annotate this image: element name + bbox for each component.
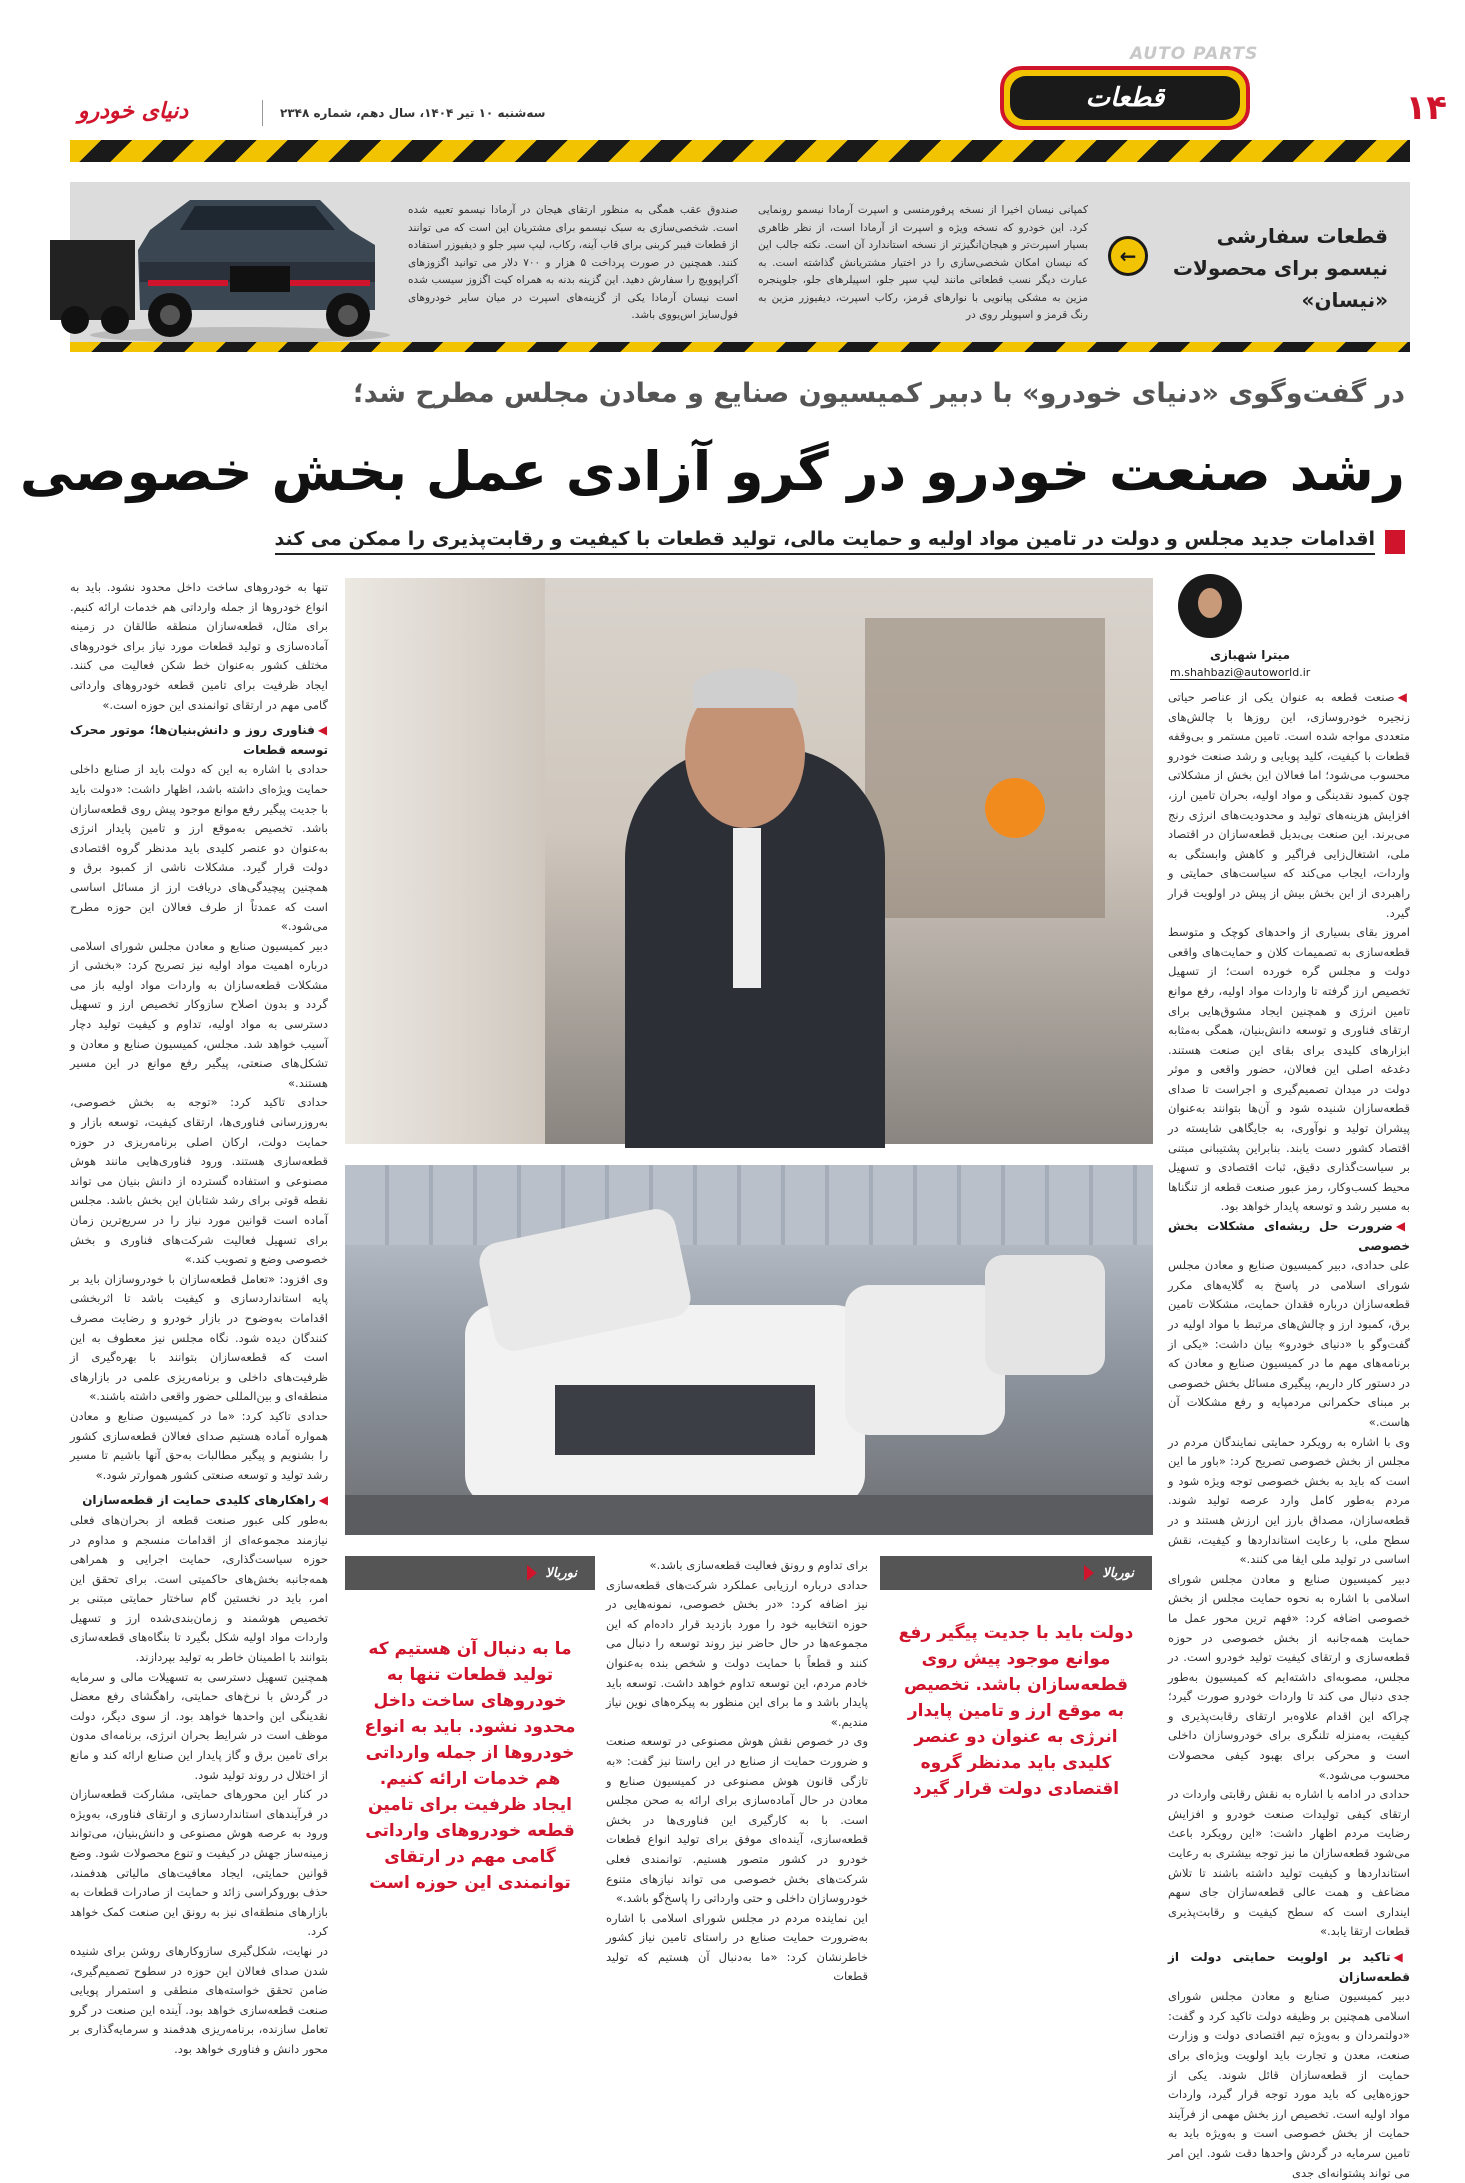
- paragraph: ◀صنعت قطعه به عنوان یکی از عناصر حیاتی زنجیره خودروسازی، این روزها با چالش‌های متعددی مواجه شده است. تامین مستمر و بی‌وقفه قطعات با کیفیت، کلید پویایی و رشد صنعت خودرو محسوب می‌شود؛ اما فعالان این بخش از مشکلاتی چون کمبود نقدینگی و مواد اولیه، بحران تامین ارز، افزایش هزینه‌های تولید و محدودیت‌های انرژی رنج می‌برند. این صنعت بی‌بدیل قطعه‌سازان در اقتصاد ملی، اشتغال‌زایی فراگیر و کاهش وابستگی به واردات، ایجاب می‌کند که سیاست‌های حمایتی و راهبردی از این بخش بیش از پیش در اولویت قرار گیرد.: [1168, 690, 1410, 920]
- paragraph: همچنین تسهیل دسترسی به تسهیلات مالی و سرمایه در گردش با نرخ‌های حمایتی، راهگشای رفع معضل نقدینگی این واحدها خواهد بود. از سوی دیگر، دولت موظف است در شرایط بحران انرژی، برنامه‌ای مدون برای تامین برق و گاز پایدار این صنایع ارائه کند و مانع از اختلال در روند تولید شود.: [70, 1669, 328, 1782]
- subheading: ◀ضرورت حل ریشه‌ای مشکلات بخش خصوصی: [1168, 1219, 1410, 1253]
- hazard-stripe-bottom: [70, 342, 1410, 352]
- article-column-middle: [606, 1556, 868, 2008]
- pull-quote-header: نوربالا: [345, 1556, 595, 1590]
- teaser-title: قطعات سفارشی نیسمو برای محصولات «نیسان»: [1172, 224, 1388, 312]
- paragraph: وی در خصوص نقش هوش مصنوعی در توسعه صنعت و ضرورت حمایت از صنایع در این راستا نیز گفت: «به تازگی قانون هوش مصنوعی در کمیسیون صنایع و معادن در حال آماده‌سازی برای ارائه به صحن مجلس است. با به کارگیری این فناوری‌ها در بخش قطعه‌سازی، آینده‌ای موفق برای تولید انواع قطعات خودرو در کشور متصور هستیم. توانمندی فعلی شرکت‌های بخش خصوصی می تواند نیازهای متنوع خودروسازان داخلی و حتی وارداتی را پاسخ‌گو باشد.»: [606, 1734, 868, 1906]
- teaser-text-1: کمپانی نیسان اخیرا از نسخه پرفورمنسی و اسپرت آرمادا نیسمو رونمایی کرد. این خودرو که نسخه ویژه و اسپرت از آرمادا است، از نظر ظاهری بسیار اسپرت‌تر و هیجان‌انگیزتر از نسخه استاندارد آن است. نکته جالب این که نیسان امکان شخصی‌سازی را در اختیار مشتریانش گذاشته است. به عبارت دیگر نسب قطعاتی مانند لیپ سپر جلو، اسپیلرهای جلو، جلوپنجره مزین به مشکی پیانویی با نوارهای قرمز، رکاب اسپرت، دیفیوزر مزین به رنگ قرمز و اسپویلر روی در: [758, 204, 1088, 321]
- paragraph: در کنار این محورهای حمایتی، مشارکت قطعه‌سازان در فرآیندهای استانداردسازی و ارتقای فناوری، به‌ویژه ورود به عرصه هوش مصنوعی و دانش‌بنیان، می‌تواند زمینه‌ساز جهش در کیفیت و تنوع محصولات شود. وضع قوانین حمایتی، ایجاد معافیت‌های مالیاتی هدفمند، حذف بوروکراسی زائد و حمایت از صادرات قطعات به بازارهای منطقه‌ای نیز به رونق این صنعت کمک خواهد کرد.: [70, 1787, 328, 1939]
- pull-quote-header: نوربالا: [880, 1556, 1152, 1590]
- subheading: ◀راهکارهای کلیدی حمایت از قطعه‌سازان: [82, 1493, 328, 1508]
- section-english-label: AUTO PARTS: [1130, 44, 1259, 64]
- author-name: میترا شهبازی: [1209, 648, 1290, 662]
- article-column-right: [1168, 688, 1410, 2180]
- article-lead: اقدامات جدید مجلس و دولت در تامین مواد اولیه و حمایت مالی، تولید قطعات با کیفیت و رقابت‌پذیری را ممکن می کند: [275, 528, 1376, 555]
- production-line-photo: [345, 1165, 1153, 1535]
- lead-marker: [1385, 530, 1405, 554]
- section-badge: [1000, 66, 1250, 130]
- paragraph: به‌طور کلی عبور صنعت قطعه از بحران‌های فعلی نیازمند مجموعه‌ای از اقدامات منسجم و مداوم در حوزه سیاست‌گذاری، حمایت اجرایی و همراهی همه‌جانبه بخش‌های حاکمیتی است. برای تحقق این امر، باید در نخستین گام ساختار حمایتی مبتنی بر تخصیص هوشمند و زمان‌بندی‌شده ارز و تسهیل واردات مواد اولیه شکل بگیرد تا بنگاه‌های قطعه‌سازی بتوانند با اطمینان خاطر به تولید بپردازند.: [70, 1512, 328, 1665]
- paragraph: حدادی تاکید کرد: «توجه به بخش خصوصی، به‌روزرسانی فناوری‌ها، ارتقای کیفیت، توسعه بازار و حمایت دولت، ارکان اصلی برنامه‌ریزی در حوزه قطعه‌سازی هستند. ورود فناوری‌هایی مانند هوش مصنوعی و استفاده گسترده از دانش بنیان می تواند نقطه قوتی برای رشد شتابان این بخش باشد. مجلس آماده است قوانین مورد نیاز را در سریع‌ترین زمان برای تسهیل فعالیت شرکت‌های فناوری و بخش خصوصی وضع و تصویب کند.»: [70, 1095, 328, 1267]
- article-column-left: [70, 578, 328, 2056]
- paragraph: برای تداوم و رونق فعالیت قطعه‌سازی باشد.»: [649, 1558, 868, 1572]
- nissan-armada-image: [30, 170, 390, 345]
- quote-header-triangle: [527, 1565, 537, 1581]
- section-title: قطعات: [1085, 83, 1165, 113]
- page-number: ۱۴: [1405, 88, 1447, 128]
- article-title: رشد صنعت خودرو در گرو آزادی عمل بخش خصوصی: [19, 440, 1405, 503]
- paragraph: علی حدادی، دبیر کمیسیون صنایع و معادن مجلس شورای اسلامی در پاسخ به گلایه‌های مکرر قطعه‌سازان درباره فقدان حمایت، مشکلات تامین برق، کمبود ارز و چالش‌های مرتبط با مواد اولیه در گفت‌وگو با «دنیای خودرو» بیان داشت: «یکی از برنامه‌های مهم ما در کمیسیون صنایع و معادن که در دستور کار داریم، پیگیری مسائل بخش خصوصی بر مبنای حکمرانی مردمپایه و رفع مشکلات آن هاست.»: [1168, 1258, 1410, 1429]
- paragraph: در نهایت، شکل‌گیری سازوکارهای روشن برای شنیده شدن صدای فعالان این حوزه در سطوح تصمیم‌گیری، ضامن تحقق خواسته‌های منطقی و استمرار پویایی صنعت قطعه‌سازی خواهد بود. آینده این صنعت در گرو تعامل سازنده، برنامه‌ریزی هدفمند و سرمایه‌گذاری بر محور دانش و فناوری خواهد بود.: [70, 1943, 328, 2056]
- article-kicker: در گفت‌وگوی «دنیای خودرو» با دبیر کمیسیون صنایع و معادن مجلس مطرح شد؛: [353, 378, 1405, 409]
- pull-quote-text: دولت باید با جدیت پیگیر رفع موانع موجود پیش روی قطعه‌سازان باشد. تخصیص به موقع ارز و تامین پایدار انرژی به عنوان دو عنصر کلیدی باید مدنظر گروه اقتصادی دولت قرار گیرد: [898, 1623, 1134, 1799]
- paragraph: حدادی درباره ارزیابی عملکرد شرکت‌های قطعه‌سازی نیز اضافه کرد: «در بخش خصوصی، نمونه‌هایی در حوزه انتخابیه خود را مورد بازدید قرار داده‌ام که این مجموعه‌ها در حال حاضر نیز روند توسعه را دنبال می کنند و قطعاً با حمایت دولت و شخص بنده به‌عنوان خادم مردم، این توسعه تداوم خواهد داشت. توسعه باید پایدار باشد و ما برای این منظور به پیکره‌های نوین نیاز مندیم.»: [606, 1577, 868, 1729]
- paragraph: تنها به خودروهای ساخت داخل محدود نشود. باید به انواع خودروها از جمله وارداتی هم خدمات ارائه کنیم. برای مثال، قطعه‌سازان منطقه طالقان در زمینه آماده‌سازی و تولید قطعات مورد نیاز برای خودروهای مختلف کشور به‌عنوان خط شکن فعالیت می کنند. ایجاد ظرفیت برای تامین قطعه خودروهای وارداتی گامی مهم در ارتقای توانمندی این حوزه است.»: [70, 580, 328, 712]
- paragraph: وی با اشاره به رویکرد حمایتی نمایندگان مردم در مجلس از بخش خصوصی تصریح کرد: «باور ما این است که باید به بخش خصوصی توجه ویژه شود و مردم به‌طور کامل وارد عرصه تولید شوند. قطعه‌سازان، مصداق بارز این ارزش هستند و در سطح ملی، با رعایت استانداردها و کیفیت، نقش اساسی در تولید ملی ایفا می کنند.»: [1168, 1434, 1410, 1567]
- paragraph: حدادی در ادامه با اشاره به نقش رقابتی واردات در ارتقای کیفی تولیدات صنعت خودرو و افزایش رضایت مردم اظهار داشت: «این رویکرد باعث می‌شود قطعه‌سازان ما نیز توجه بیشتری به رعایت استانداردها و کیفیت تولید داشته باشند تا تلاش مضاعف و همت عالی قطعه‌سازان جای سهم اینداری است که سطح کیفیت و رقابت‌پذیری قطعات ارتقا یابد.»: [1168, 1787, 1410, 1939]
- logo-divider: [262, 100, 263, 126]
- paragraph: دبیر کمیسیون صنایع و معادن مجلس شورای اسلامی همچنین بر وظیفه دولت تاکید کرد و گفت: «دولتمردان و به‌ویژه تیم اقتصادی دولت و وزارت صنعت، معدن و تجارت باید اولویت ویژه‌ای برای حمایت از قطعه‌سازان قائل شوند. یکی از حوزه‌هایی که باید مورد توجه قرار گیرد، واردات مواد اولیه است. تخصیص ارز بخش مهمی از فرآیند حمایت از بخش خصوصی است و به‌ویژه باید به تامین سرمایه در گردش واحدها دقت شود. این امر می تواند پشتوانه‌ای جدی: [1168, 1989, 1410, 2180]
- paragraph: این نماینده مردم در مجلس شورای اسلامی با اشاره به‌ضرورت حمایت صنایع در راستای تامین نیاز کشور خاطرنشان کرد: «ما به‌دنبال آن هستیم که تولید قطعات: [606, 1910, 868, 1984]
- teaser-box: [70, 182, 1410, 342]
- pull-quote-left: [345, 1556, 595, 1996]
- paragraph: حدادی با اشاره به این که دولت باید از صنایع داخلی حمایت ویژه‌ای داشته باشد، اظهار داشت: «دولت باید با جدیت پیگیر رفع موانع موجود پیش روی قطعه‌سازان باشد. تخصیص به‌موقع ارز و تامین پایدار انرژی به‌عنوان دو عنصر کلیدی باید مدنظر گروه اقتصادی دولت قرار گیرد. مشکلات ناشی از کمبود برق و همچنین پیچیدگی‌های دریافت ارز از مسائل اساسی است که عمدتاً از طرف فعالان این حوزه مطرح می‌شود.»: [70, 762, 328, 934]
- subheading: ◀فناوری روز و دانش‌بنیان‌ها؛ موتور محرک توسعه قطعات: [70, 723, 328, 757]
- teaser-text-2: صندوق عقب همگی به منظور ارتقای هیجان در آرمادا نیسمو تعبیه شده است. شخصی‌سازی به سبک نیسمو برای مشتریان این است که می توانند از قطعات فیبر کربنی برای قاب آینه، رکاب، لیپ سپر جلو و دیفیوزر استفاده کنند. همچنین در صورت پرداخت ۵ هزار و ۷۰۰ دلار می توانید اگزوزهای آکراپوویچ را سفارش دهید. این گزینه بدنه به همراه کیت اگزوز سیسب شده است نیسان آرمادا یکی از گزینه‌های اسپرت در میان سایر خودروهای فول‌سایز اس‌یووی باشد.: [408, 204, 738, 321]
- interview-photo: [345, 578, 1153, 1144]
- issue-date: سه‌شنبه ۱۰ تیر ۱۴۰۴، سال دهم، شماره ۲۳۴۸: [280, 106, 546, 120]
- author-photo: [1178, 574, 1242, 638]
- publication-logo: دنیای خودرو: [78, 98, 189, 124]
- paragraph: حدادی تاکید کرد: «ما در کمیسیون صنایع و معادن همواره آماده هستیم صدای فعالان قطعه‌سازی کشور را بشنویم و پیگیر مطالبات به‌حق آنها باشیم تا مسیر رشد تولید و توسعه صنعتی کشور هموارتر شود.»: [70, 1408, 328, 1482]
- pull-quote-text: ما به دنبال آن هستیم که تولید قطعات تنها به خودروهای ساخت داخل محدود نشود. باید به انواع خودروها از جمله وارداتی هم خدمات ارائه کنیم. ایجاد ظرفیت برای تامین قطعه خودروهای وارداتی گامی مهم در ارتقای توانمندی این حوزه است: [364, 1639, 576, 1893]
- paragraph: وی افزود: «تعامل قطعه‌سازان با خودروسازان باید بر پایه استانداردسازی و کیفیت باشد تا اثربخشی اقدامات به‌وضوح در بازار خودرو و رضایت مصرف کنندگان دیده شود. نگاه مجلس نیز معطوف به این است که قطعه‌سازان بتوانند با بهره‌گیری از ظرفیت‌های داخلی و برنامه‌ریزی علمی در بازارهای منطقه‌ای و بین‌المللی حضور واقعی داشته باشند.»: [70, 1271, 328, 1404]
- author-email[interactable]: m.shahbazi@autoworld.ir: [1170, 666, 1311, 679]
- paragraph: دبیر کمیسیون صنایع و معادن مجلس شورای اسلامی درباره اهمیت مواد اولیه نیز تصریح کرد: «بخشی از مشکلات قطعه‌سازان به واردات مواد اولیه باز می گردد و بدون اصلاح سازوکار تخصیص ارز و تسهیل دسترسی به مواد اولیه، تداوم و کیفیت تولید دچار آسیب خواهد شد. مجلس، کمیسیون صنایع و معادن و تشکل‌های صنعتی، پیگیر رفع موانع در این مسیر هستند.»: [70, 938, 328, 1090]
- subheading: ◀تاکید بر اولویت حمایتی دولت از قطعه‌سازان: [1168, 1950, 1410, 1984]
- paragraph: دبیر کمیسیون صنایع و معادن مجلس شورای اسلامی با اشاره به نحوه حمایت مجلس از بخش خصوصی اضافه کرد: «فهم ترین محور عمل ما حمایت همه‌جانبه از بخش خصوصی در حوزه قطعه‌سازی و ارتقای کیفیت تولید خودرو است. در مجلس، مصوبه‌ای داشته‌ایم که کمیسیون به‌طور جدی دنبال می کند تا واردات خودرو صورت گیرد؛ چراکه این اقدام علاوه‌بر ارتقای رقابت‌پذیری و کیفیت، به‌منزله تلنگری برای خودروسازان داخلی است و محرکی برای بهبود کیفی محصولات محسوب می‌شود.»: [1168, 1571, 1410, 1782]
- quote-header-triangle: [1084, 1565, 1094, 1581]
- hazard-stripe: [70, 140, 1410, 162]
- pull-quote-right: [880, 1556, 1152, 1996]
- paragraph: امروز بقای بسیاری از واحدهای کوچک و متوسط قطعه‌سازی به تصمیمات کلان و حمایت‌های واقعی دولت و مجلس گره خورده است؛ از تسهیل تخصیص ارز گرفته تا واردات مواد اولیه، رفع موانع تامین انرژی و همچنین ایجاد مشوق‌هایی برای ارتقای فناوری و توسعه دانش‌بنیان، همگی به‌مثابه ابزارهای کلیدی برای بقای این صنعت هستند. دغدغه اصلی این فعالان، حضور واقعی و موثر دولت در میدان تصمیم‌گیری و اجراست تا صدای قطعه‌سازان شنیده شود و آن‌ها بتوانند به‌عنوان پیشران تولید و نوآوری، به جایگاهی شایسته در اقتصاد کشور دست یابند. بنابراین پشتیبانی مبتنی بر سیاست‌گذاری دقیق، ثبات اقتصادی و تسهیل محیط کسب‌وکار، رمز عبور صنعت قطعه از تنگناها به مسیر رشد و توسعه پایدار خواهد بود.: [1168, 925, 1410, 1214]
- teaser-arrow-icon[interactable]: ←: [1108, 236, 1148, 276]
- header-bar: [0, 0, 1465, 160]
